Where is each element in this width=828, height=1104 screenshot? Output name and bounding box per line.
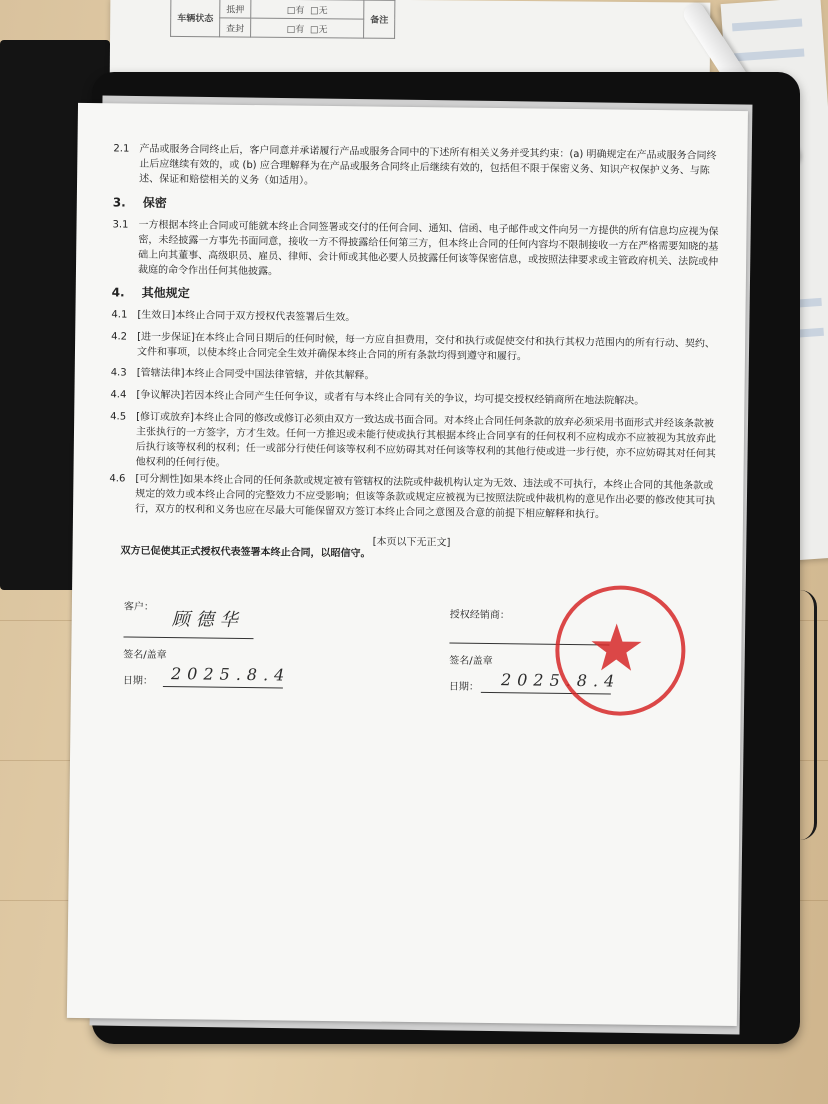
customer-sign-label: 签名/盖章 bbox=[123, 649, 167, 662]
clause-4-2: 4.2 [进一步保证]在本终止合同日期后的任何时候，每一方应自担费用，交付和执行或促使交付和执行其权力范围内的所有行动、契约、文件和事项，以使本终止合同完全生效并确保本终止合同的所有条款均得到遵守和履行。 bbox=[111, 331, 716, 363]
dealer-date-label: 日期： bbox=[448, 681, 479, 693]
seizure-yes: □有 bbox=[286, 24, 305, 35]
dealer-label: 授权经销商： bbox=[449, 609, 510, 622]
section-3-heading: 3. 保密 bbox=[112, 195, 167, 210]
dealer-date: 2025.8.4 bbox=[500, 670, 621, 691]
clause-2-1: 2.1 产品或服务合同终止后，客户同意并承诺履行产品或服务合同中的下述所有相关义务并受其约束：(a) 明确规定在产品或服务合同终止后应继续有效的，或 (b) 应合理解释为在产品或服务合同终止后继续有效的，包括但不限于保密义务、知识产权保护义务、与陈述、保证和赔偿相关的义务（如适用）。 bbox=[113, 143, 717, 187]
witness-statement: 双方已促使其正式授权代表签署本终止合同，以昭信守。 bbox=[120, 545, 371, 560]
mortgage-no: □无 bbox=[310, 5, 328, 16]
vehicle-status-table bbox=[170, 0, 395, 39]
customer-date-label: 日期： bbox=[122, 675, 154, 687]
cable bbox=[800, 590, 817, 840]
vehicle-status-label: 车辆状态 bbox=[171, 0, 220, 37]
note-label: 备注 bbox=[364, 0, 395, 38]
clause-3-1: 3.1 一方根据本终止合同或可能就本终止合同签署或交付的任何合同、通知、信函、电子邮件或文件向另一方提供的所有信息均应视为保密，未经披露一方事先书面同意，接收一方不得披露给任何第三方，但本终止合同的任何内容均不限制接收一方在严格需要知晓的基础上向其董事、高级职员、雇员、律师、会计师或其他必要人员披露任何该等保密信息，或按照法律要求或主管政府机关、法院或仲裁庭的命令作出任何其他披露。 bbox=[112, 219, 719, 278]
clause-4-6: 4.6 [可分割性]如果本终止合同的任何条款或规定被有管辖权的法院或仲裁机构认定为无效、违法或不可执行，本终止合同的其他条款或规定的效力或本终止合同的完整效力不应受影响；但该等条款或规定应被视为已按照法院或仲裁机构的意见作出必要的修改使其可执行，双方的权利和义务也应在尽最大可能保留双方签订本终止合同之意图及合意的前提下相应解释和执行。 bbox=[109, 473, 716, 521]
blank-note: [本页以下无正文] bbox=[372, 536, 451, 549]
mortgage-yes: □有 bbox=[286, 5, 305, 16]
customer-label: 客户： bbox=[123, 601, 154, 613]
company-seal bbox=[555, 585, 687, 717]
clause-4-1: 4.1 [生效日]本终止合同于双方授权代表签署后生效。 bbox=[111, 309, 356, 324]
clause-4-4: 4.4 [争议解决]若因本终止合同产生任何争议，或者有与本终止合同有关的争议，均可提交授权经销商所在地法院解决。 bbox=[110, 389, 645, 407]
customer-signature: 顾德华 bbox=[171, 609, 244, 631]
seal-star-icon bbox=[559, 589, 674, 704]
seizure-label: 查封 bbox=[220, 18, 251, 37]
section-4-heading: 4. 其他规定 bbox=[111, 285, 190, 301]
customer-date-line bbox=[163, 686, 283, 688]
seizure-no: □无 bbox=[309, 24, 328, 35]
dealer-sign-label: 签名/盖章 bbox=[449, 655, 493, 668]
customer-date: 2025.8.4 bbox=[170, 664, 291, 685]
customer-sign-line bbox=[123, 637, 253, 640]
contract-page bbox=[67, 103, 748, 1026]
clause-4-5: 4.5 [修订或放弃]本终止合同的修改或修订必须由双方一致达成书面合同。对本终止合同任何条款的放弃必须采用书面形式并经该条款被主张执行的一方签字，方才生效。任何一方推迟或未能行使或执行其根据本终止合同享有的任何权利不应构成亦不应被视为其放弃此后执行该等权利的权利；任一或部分行使任何该等权利不应妨碍其对任何该等权利的其他行使或进一步行使，亦不应妨碍其对任何其他权利的任何行使。 bbox=[110, 411, 717, 469]
mortgage-label: 抵押 bbox=[220, 0, 251, 18]
clause-4-3: 4.3 [管辖法律]本终止合同受中国法律管辖，并依其解释。 bbox=[110, 367, 375, 382]
